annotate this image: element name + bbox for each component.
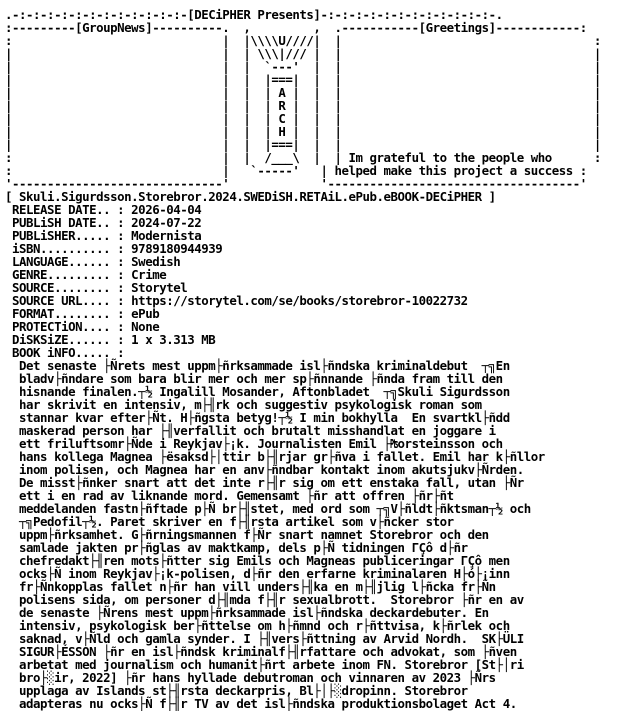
nfo-line: | | | | A | | | | [5, 85, 601, 100]
nfo-line: BOOK iNFO..... : [5, 345, 125, 360]
nfo-line: samlade jakten pr├ñglas av maktkamp, dels p├Ñ tidningen ΓÇô d├ñr [5, 540, 468, 555]
nfo-line: | | | `---' | | | [5, 59, 601, 74]
nfo-line: SOURCE........ : Storytel [5, 280, 188, 295]
nfo-line: '------------------------------' '------------------------------------' [5, 176, 587, 191]
nfo-line: LANGUAGE...... : Swedish [5, 254, 181, 269]
nfo-line: PUBLiSH DATE.. : 2024-07-22 [5, 215, 202, 230]
nfo-line: upplaga av Islands st├╢rsta deckarpris, Bl├│├░dropinn. Storebror [5, 683, 468, 698]
nfo-line: De misst├ñnker snart att det inte r├╢r sig om ett enstaka fall, utan ├Ñr [5, 475, 524, 490]
nfo-line: iSBN.......... : 9789180944939 [5, 241, 223, 256]
nfo-line: : | | /___\ | | Im grateful to the people who : [5, 150, 601, 165]
nfo-text [5, 8, 601, 710]
nfo-line: PROTECTiON.... : None [5, 319, 160, 334]
nfo-line: saknad, v├Ñld och gamla synder. I ├╢vers├ñttning av Arvid Nordh. SK├ÜLI [5, 631, 524, 646]
nfo-line: hisnande finalen.┬½ Ingalill Mosander, Aftonbladet ┬╗Skuli Sigurdsson [5, 384, 510, 399]
nfo-line: ocks├Ñ inom Reykjav├¡k-polisen, d├ñr den erfarne kriminalaren H├ó├¡inn [5, 566, 510, 581]
nfo-line: adapteras nu ocks├Ñ f├╢r TV av det isl├ñndska produktionsbolaget Act 4. [5, 696, 517, 711]
nfo-line: FORMAT........ : ePub [5, 306, 160, 321]
nfo-line: ett i en rad av liknande mord. Gemensamt ├ñr att offren ├ñr├ñt [5, 488, 454, 503]
nfo-line: fr├Ñnkopplas fallet n├ñr han vill unders├╢ka en m├╢jlig l├ñcka fr├Ñn [5, 579, 496, 594]
nfo-line: .-:-:-:-:-:-:-:-:-:-:-:-:-[DECiPHER Presents]-:-:-:-:-:-:-:-:-:-:-:-:-. [5, 7, 503, 22]
nfo-line: PUBLiSHER..... : Modernista [5, 228, 202, 243]
nfo-line: : | |\\\\U////| | : [5, 33, 601, 48]
nfo-line: bro├░ir, 2022] ├ñr hans hyllade debutroman och vinnaren av 2023 ├Ñrs [5, 670, 496, 685]
nfo-line: SOURCE URL.... : https://storytel.com/se/books/storebror-10022732 [5, 293, 468, 308]
nfo-line: intensiv, psykologisk ber├ñttelse om h├ñmnd och r├ñttvisa, k├ñrlek och [5, 618, 510, 633]
nfo-line: arbetat med journalism och humanit├ñrt arbete inom FN. Storebror [St├│ri [5, 657, 524, 672]
nfo-line: | | | |===| | | | [5, 72, 601, 87]
nfo-line: [ Skuli.Sigurdsson.Storebror.2024.SWEDiSH.RETAiL.ePub.eBOOK-DECiPHER ] [5, 189, 496, 204]
nfo-line: | | | | H | | | | [5, 124, 601, 139]
nfo-line: bladv├ñndare som bara blir mer och mer sp├ñnnande ├ñnda fram till den [5, 371, 503, 386]
nfo-line: | | | | R | | | | [5, 98, 601, 113]
nfo-line: maskerad person har ├╢verfallit och brutalt misshandlat en joggare i [5, 423, 496, 438]
nfo-line: meddelanden fastn├ñftade p├Ñ br├╢stet, med ord som ┬╗V├ñldt├ñktsman┬½ och [5, 501, 531, 516]
nfo-line: chefredakt├╢ren mots├ñtter sig Emils och Magneas publiceringar ΓÇô men [5, 553, 510, 568]
nfo-line: | | | |===| | | | [5, 137, 601, 152]
nfo-line: GENRE......... : Crime [5, 267, 167, 282]
nfo-line: :---------[GroupNews]----------. , , .-----------[Greetings]------------: [5, 20, 587, 35]
nfo-line: RELEASE DATE.. : 2026-04-04 [5, 202, 202, 217]
nfo-line: inom polisen, och Magnea har en anv├ñndbar kontakt inom akutsjukv├Ñrden. [5, 462, 524, 477]
nfo-line: hans kollega Magnea ├ësaksd├│ttir b├╢rjar gr├ñva i fallet. Emil har k├ñllor [5, 449, 545, 464]
nfo-line: stannar kvar efter├Ñt. H├ñgsta betyg!┬½ I min bokhylla En svartkl├ñdd [5, 410, 510, 425]
nfo-line: har skrivit en intensiv, m├╢rk och suggestiv psykologisk roman som [5, 397, 482, 412]
nfo-line: SIGUR├ÉSSON ├ñr en isl├ñndsk kriminalf├╢rfattare och advokat, som ├ñven [5, 644, 517, 659]
nfo-line: polisens sida, om personer d├╢mda f├╢r sexualbrott. Storebror ├ñr en av [5, 592, 524, 607]
nfo-line: | | | \\\|/// | | | [5, 46, 601, 61]
nfo-line: uppm├ñrksamhet. G├ñrningsmannen f├Ñr snart namnet Storebror och den [5, 527, 489, 542]
nfo-line: ┬╗Pedofil┬½. Paret skriver en f├╢rsta artikel som v├ñcker stor [5, 514, 454, 529]
nfo-line: ett friluftsomr├Ñde i Reykjav├¡k. Journalisten Emil ├₧orsteinsson och [5, 436, 503, 451]
nfo-line: de senaste ├Ñrens mest uppm├ñrksammade isl├ñndska deckardebuter. En [5, 605, 489, 620]
nfo-line: | | | | C | | | | [5, 111, 601, 126]
nfo-line: Det senaste ├Ñrets mest uppm├ñrksammade isl├ñndska kriminaldebut ┬╗En [5, 358, 510, 373]
nfo-line: : | `-----' | helped make this project a success : [5, 163, 587, 178]
nfo-line: DiSKSiZE...... : 1 x 3.313 MB [5, 332, 216, 347]
